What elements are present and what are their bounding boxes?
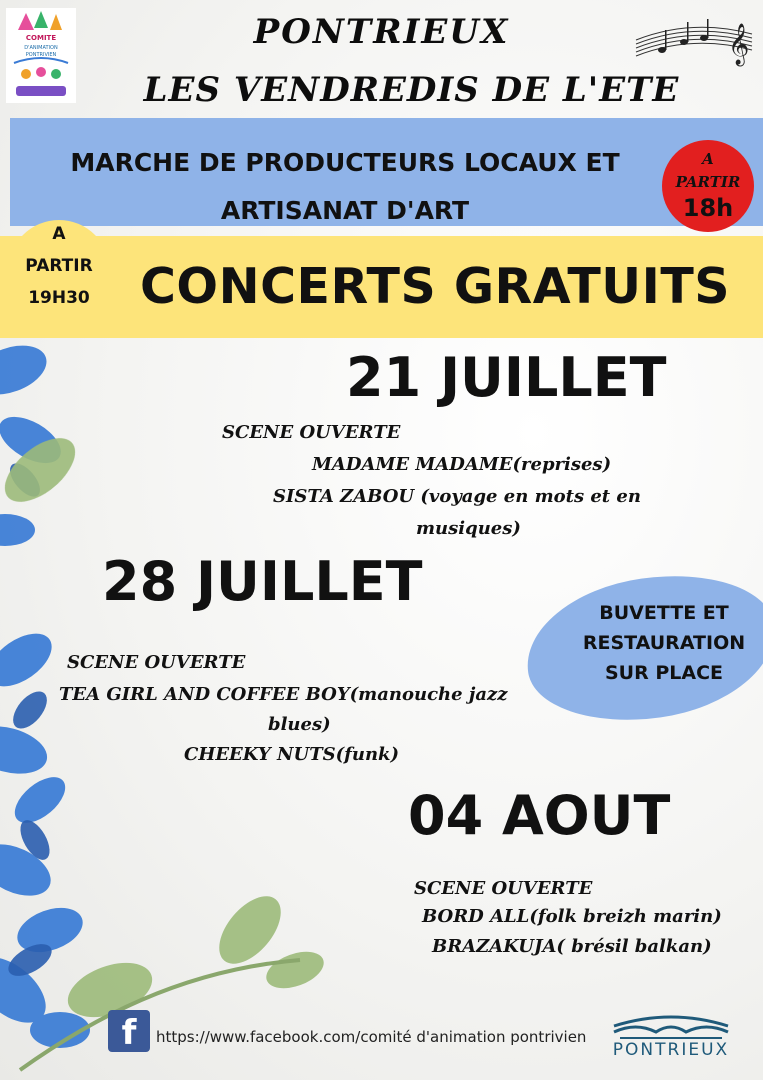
event-line: TEA GIRL AND COFFEE BOY(manouche jazz <box>59 684 508 705</box>
event-line: MADAME MADAME(reprises) <box>312 454 612 475</box>
event-line: SISTA ZABOU (voyage en mots et en <box>273 486 641 507</box>
concerts-badge-partir: PARTIR <box>25 256 93 276</box>
concerts-title: CONCERTS GRATUITS <box>139 258 731 315</box>
pontrieux-logo-text: PONTRIEUX <box>612 1040 730 1060</box>
market-badge-partir: PARTIR <box>675 173 741 191</box>
buvette-line-2: RESTAURATION <box>582 632 746 654</box>
event-line: SCENE OUVERTE <box>414 878 593 899</box>
event-line: BRAZAKUJA( brésil balkan) <box>432 936 712 957</box>
buvette-line-3: SUR PLACE <box>604 662 724 684</box>
page-title: PONTRIEUX <box>253 12 510 52</box>
event-date: 21 JUILLET <box>346 346 667 409</box>
facebook-link[interactable]: https://www.facebook.com/comité d'animation pontrivien <box>156 1028 587 1046</box>
svg-text:𝄞: 𝄞 <box>728 24 750 65</box>
market-start-badge <box>662 140 754 232</box>
logo-text-animation: D'ANIMATION <box>24 45 58 51</box>
market-badge-time: 18h <box>682 194 734 222</box>
event-date: 04 AOUT <box>408 784 671 847</box>
music-notes-icon <box>632 14 756 68</box>
logo-text-pontrivien: PONTRIVIEN <box>25 52 57 58</box>
buvette-text <box>570 598 758 688</box>
logo-text-comite: COMITE <box>25 34 57 42</box>
market-line-2: ARTISANAT D'ART <box>220 196 470 225</box>
concerts-badge-a: A <box>52 224 66 244</box>
concerts-badge-time: 19H30 <box>28 288 90 308</box>
event-line: blues) <box>268 714 331 735</box>
event-line: SCENE OUVERTE <box>67 652 246 673</box>
event-line: musiques) <box>416 518 521 539</box>
event-date: 28 JUILLET <box>102 550 423 613</box>
market-badge-a: A <box>702 150 714 168</box>
page-subtitle: LES VENDREDIS DE L'ETE <box>143 70 680 110</box>
facebook-icon[interactable]: f <box>108 1010 150 1052</box>
event-line: BORD ALL(folk breizh marin) <box>422 906 722 927</box>
event-line: SCENE OUVERTE <box>222 422 401 443</box>
market-banner <box>10 118 763 226</box>
event-line: CHEEKY NUTS(funk) <box>184 744 400 765</box>
buvette-line-1: BUVETTE ET <box>599 602 729 624</box>
market-line-1: MARCHE DE PRODUCTEURS LOCAUX ET <box>70 148 620 177</box>
